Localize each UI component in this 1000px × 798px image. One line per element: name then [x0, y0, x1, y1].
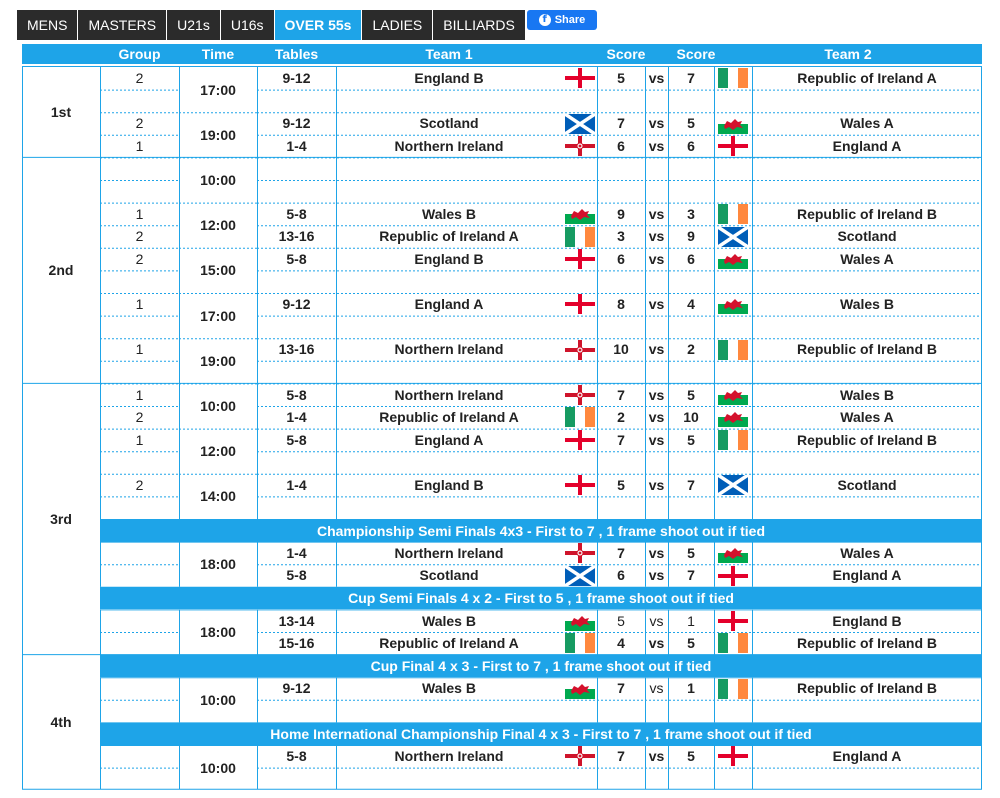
header-team2: Team 2	[824, 46, 872, 62]
flag-england-icon	[718, 611, 748, 631]
team1-score: 4	[617, 635, 625, 652]
flag-nireland-icon	[565, 340, 595, 360]
team1-score: 6	[617, 138, 625, 155]
match-tables: 1-4	[286, 138, 307, 155]
match-group: 1	[135, 386, 144, 403]
team2-score: 5	[687, 748, 695, 765]
match-group: 2	[135, 477, 144, 494]
team1-name: England A	[414, 431, 484, 448]
match-tables: 5-8	[286, 567, 307, 584]
team2-score: 5	[687, 635, 695, 652]
vs-label: vs	[648, 748, 665, 765]
match-group: 1	[135, 431, 144, 448]
team2-score: 3	[687, 205, 695, 222]
vs-label: vs	[648, 251, 665, 268]
vs-label: vs	[648, 635, 665, 652]
vs-label: vs	[648, 567, 665, 584]
team1-name: Northern Ireland	[394, 138, 504, 155]
day-label: 1st	[50, 104, 72, 121]
team2-name: Republic of Ireland B	[796, 680, 937, 697]
flag-ireland-icon	[718, 633, 748, 653]
team2-name: Wales A	[840, 409, 894, 426]
team1-score: 7	[617, 431, 625, 448]
vs-label: vs	[648, 70, 665, 87]
team2-name: Wales B	[840, 296, 894, 313]
match-group: 1	[135, 296, 144, 313]
day-label: 2nd	[48, 262, 74, 279]
team1-name: England B	[414, 70, 484, 87]
tab-billiards[interactable]: BILLIARDS	[433, 10, 526, 40]
day-label: 3rd	[50, 510, 72, 527]
team1-name: England A	[414, 296, 484, 313]
flag-england-icon	[565, 430, 595, 450]
team1-name: England B	[414, 477, 484, 494]
team1-score: 2	[617, 409, 625, 426]
team1-score: 7	[617, 680, 625, 697]
header-tables: Tables	[274, 46, 319, 62]
team2-name: Republic of Ireland B	[796, 205, 937, 222]
flag-scotland-icon	[565, 114, 595, 134]
match-group: 2	[135, 70, 144, 87]
team1-score: 7	[617, 115, 625, 132]
match-tables: 5-8	[286, 748, 307, 765]
flag-wales-icon	[718, 407, 748, 427]
match-tables: 13-16	[278, 341, 315, 358]
team2-name: Scotland	[837, 228, 897, 245]
flag-ireland-icon	[565, 227, 595, 247]
tab-mens[interactable]: MENS	[17, 10, 78, 40]
team1-score: 8	[617, 296, 625, 313]
vs-label: vs	[648, 228, 665, 245]
vs-label: vs	[648, 477, 665, 494]
flag-england-icon	[565, 475, 595, 495]
match-time: 15:00	[200, 262, 236, 279]
match-time: 10:00	[200, 397, 236, 414]
match-tables: 9-12	[282, 296, 311, 313]
vs-label: vs	[649, 680, 664, 697]
team2-score: 6	[687, 251, 695, 268]
team2-name: Republic of Ireland B	[796, 431, 937, 448]
tab-over-55s[interactable]: OVER 55s	[275, 10, 363, 40]
match-group: 1	[135, 138, 144, 155]
flag-ireland-icon	[565, 407, 595, 427]
match-time: 17:00	[200, 307, 236, 324]
team1-score: 9	[617, 205, 625, 222]
tab-bar	[17, 10, 526, 40]
team1-score: 3	[617, 228, 625, 245]
match-tables: 9-12	[282, 680, 311, 697]
flag-ireland-icon	[718, 340, 748, 360]
team1-name: Wales B	[422, 205, 476, 222]
match-time: 18:00	[200, 556, 236, 573]
team1-name: Northern Ireland	[394, 544, 504, 561]
team1-score: 7	[617, 748, 625, 765]
flag-wales-icon	[718, 385, 748, 405]
team1-score: 10	[613, 341, 629, 358]
match-group: 1	[135, 341, 144, 358]
flag-england-icon	[565, 249, 595, 269]
vs-label: vs	[648, 431, 665, 448]
facebook-share-button[interactable]	[527, 10, 597, 30]
match-tables: 5-8	[286, 431, 307, 448]
vs-label: vs	[649, 612, 664, 629]
flag-wales-icon	[565, 679, 595, 699]
team1-name: Northern Ireland	[394, 341, 504, 358]
tab-ladies[interactable]: LADIES	[362, 10, 433, 40]
flag-scotland-icon	[718, 227, 748, 247]
flag-wales-icon	[718, 294, 748, 314]
round-banner: Cup Semi Finals 4 x 2 - First to 5 , 1 frame shoot out if tied	[100, 587, 982, 609]
match-time: 10:00	[200, 691, 236, 708]
flag-wales-icon	[565, 204, 595, 224]
team1-name: Northern Ireland	[394, 748, 504, 765]
flag-england-icon	[565, 294, 595, 314]
team2-score: 4	[687, 296, 695, 313]
flag-scotland-icon	[718, 475, 748, 495]
match-time: 12:00	[200, 217, 236, 234]
team2-score: 5	[687, 544, 695, 561]
team2-name: Wales B	[840, 386, 894, 403]
flag-nireland-icon	[565, 385, 595, 405]
header-team1: Team 1	[425, 46, 473, 62]
team2-score: 5	[687, 386, 695, 403]
flag-nireland-icon	[565, 746, 595, 766]
team2-name: Wales A	[840, 115, 894, 132]
team1-name: Wales B	[422, 680, 476, 697]
flag-wales-icon	[718, 249, 748, 269]
vs-label: vs	[648, 409, 665, 426]
team1-name: Republic of Ireland A	[379, 635, 519, 652]
match-tables: 13-16	[278, 228, 315, 245]
team1-score: 7	[617, 544, 625, 561]
match-time: 17:00	[200, 81, 236, 98]
team2-name: Wales A	[840, 251, 894, 268]
match-time: 18:00	[200, 623, 236, 640]
match-group: 2	[135, 251, 144, 268]
team2-name: Republic of Ireland B	[796, 341, 937, 358]
team2-name: Republic of Ireland A	[797, 70, 937, 87]
match-tables: 9-12	[282, 70, 311, 87]
vs-label: vs	[648, 138, 665, 155]
match-tables: 15-16	[278, 635, 315, 652]
team2-score: 10	[683, 409, 699, 426]
flag-ireland-icon	[718, 204, 748, 224]
vs-label: vs	[648, 205, 665, 222]
flag-england-icon	[718, 566, 748, 586]
team2-score: 7	[687, 70, 695, 87]
match-group	[100, 542, 179, 565]
match-tables: 1-4	[286, 544, 307, 561]
flag-ireland-icon	[718, 430, 748, 450]
team2-score: 7	[687, 567, 695, 584]
flag-england-icon	[565, 68, 595, 88]
flag-wales-icon	[718, 543, 748, 563]
team2-score: 1	[687, 680, 695, 697]
team2-name: Wales A	[840, 544, 894, 561]
team2-name: Scotland	[837, 477, 897, 494]
match-time: 12:00	[200, 443, 236, 460]
tab-masters[interactable]: MASTERS	[78, 10, 167, 40]
header-time: Time	[201, 46, 235, 62]
team1-score: 5	[617, 612, 625, 629]
match-time: 10:00	[200, 759, 236, 776]
header-score2: Score	[676, 46, 716, 62]
fixtures-table	[22, 66, 982, 796]
match-tables: 5-8	[286, 251, 307, 268]
team2-score: 1	[687, 612, 695, 629]
match-group	[100, 564, 179, 587]
flag-ireland-icon	[565, 633, 595, 653]
team1-score: 6	[617, 251, 625, 268]
vs-label: vs	[648, 544, 665, 561]
team1-name: Wales B	[422, 612, 476, 629]
team2-name: England B	[832, 612, 902, 629]
flag-scotland-icon	[565, 566, 595, 586]
share-label: Share	[554, 14, 586, 26]
table-header	[22, 44, 982, 64]
match-group	[100, 609, 179, 632]
round-banner: Championship Semi Finals 4x3 - First to 7 , 1 frame shoot out if tied	[100, 520, 982, 542]
tab-u16s[interactable]: U16s	[221, 10, 275, 40]
flag-ireland-icon	[718, 68, 748, 88]
flag-ireland-icon	[718, 679, 748, 699]
round-banner: Home International Championship Final 4 x 3 - First to 7 , 1 frame shoot out if tied	[100, 723, 982, 745]
match-group	[100, 745, 179, 768]
vs-label: vs	[648, 341, 665, 358]
header-score1: Score	[606, 46, 646, 62]
team2-name: Republic of Ireland B	[796, 635, 937, 652]
team1-score: 7	[617, 386, 625, 403]
team1-name: Republic of Ireland A	[379, 409, 519, 426]
match-time: 10:00	[200, 171, 236, 188]
team1-name: Northern Ireland	[394, 386, 504, 403]
match-group	[100, 632, 179, 655]
match-tables: 5-8	[286, 205, 307, 222]
match-time: 14:00	[200, 488, 236, 505]
team2-score: 5	[687, 115, 695, 132]
flag-nireland-icon	[565, 543, 595, 563]
team1-name: Scotland	[419, 567, 479, 584]
team1-score: 5	[617, 477, 625, 494]
match-group	[100, 677, 179, 700]
flag-england-icon	[718, 136, 748, 156]
match-tables: 5-8	[286, 386, 307, 403]
match-tables: 9-12	[282, 115, 311, 132]
match-group: 2	[135, 115, 144, 132]
header-group: Group	[118, 46, 161, 62]
team1-name: Scotland	[419, 115, 479, 132]
match-group: 2	[135, 409, 144, 426]
team2-score: 5	[687, 431, 695, 448]
vs-label: vs	[648, 115, 665, 132]
match-time: 19:00	[200, 352, 236, 369]
day-label: 4th	[50, 714, 72, 731]
team1-score: 5	[617, 70, 625, 87]
team1-score: 6	[617, 567, 625, 584]
team2-name: England A	[832, 567, 902, 584]
facebook-icon: f	[539, 14, 551, 26]
flag-wales-icon	[565, 611, 595, 631]
flag-england-icon	[718, 746, 748, 766]
tab-u21s[interactable]: U21s	[167, 10, 221, 40]
round-banner: Cup Final 4 x 3 - First to 7 , 1 frame shoot out if tied	[100, 655, 982, 677]
team2-score: 9	[687, 228, 695, 245]
vs-label: vs	[648, 386, 665, 403]
match-tables: 1-4	[286, 409, 307, 426]
team1-name: Republic of Ireland A	[379, 228, 519, 245]
team2-score: 6	[687, 138, 695, 155]
match-group: 2	[135, 228, 144, 245]
team2-score: 2	[687, 341, 695, 358]
team2-score: 7	[687, 477, 695, 494]
flag-nireland-icon	[565, 136, 595, 156]
team1-name: England B	[414, 251, 484, 268]
match-group: 1	[135, 205, 144, 222]
vs-label: vs	[648, 296, 665, 313]
team2-name: England A	[832, 748, 902, 765]
team2-name: England A	[832, 138, 902, 155]
match-tables: 13-14	[278, 612, 315, 629]
match-time: 19:00	[200, 126, 236, 143]
match-tables: 1-4	[286, 477, 307, 494]
flag-wales-icon	[718, 114, 748, 134]
